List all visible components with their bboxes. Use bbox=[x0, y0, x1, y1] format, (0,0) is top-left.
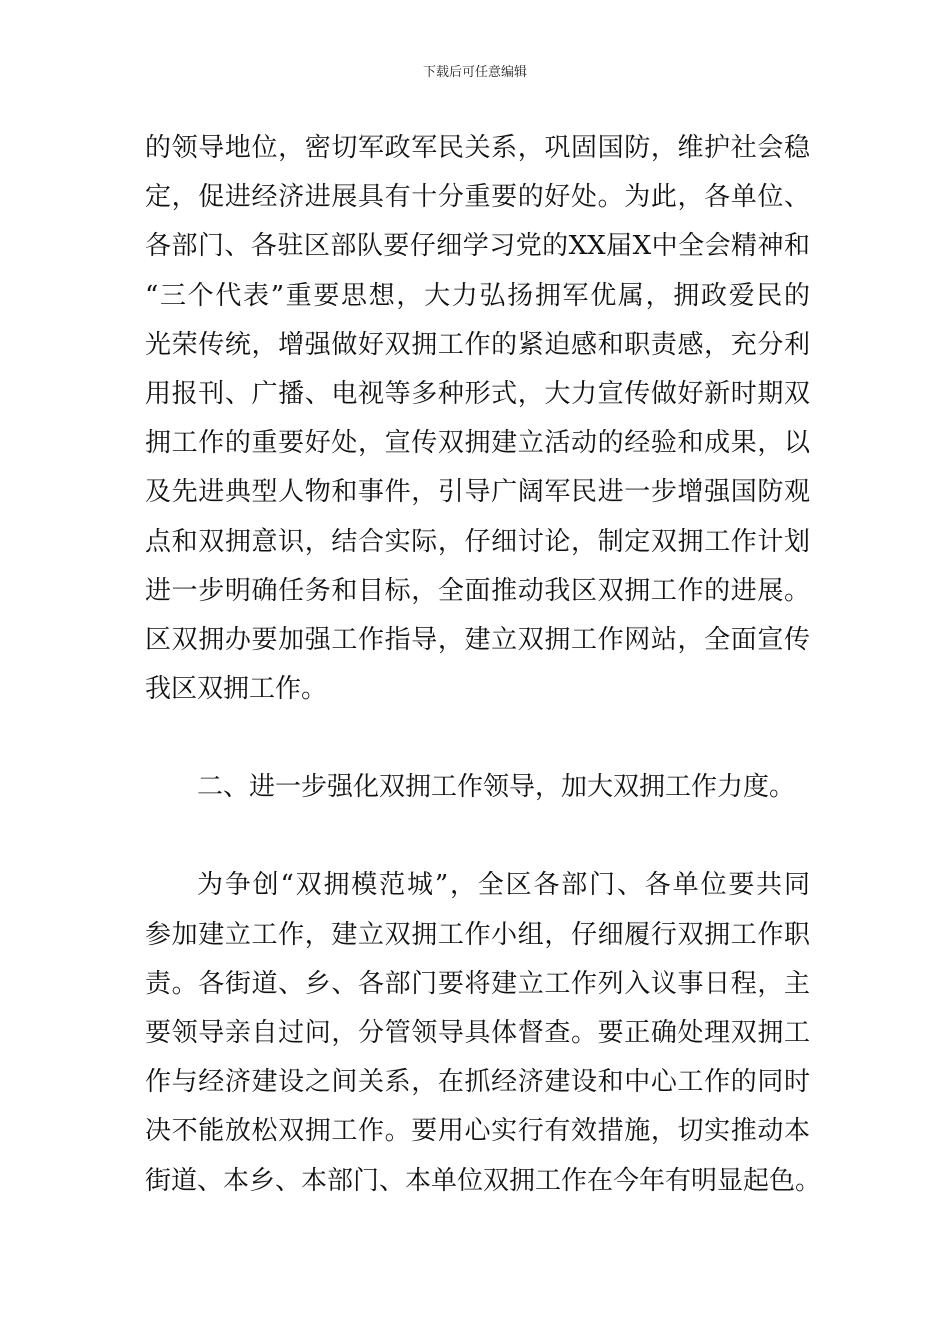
paragraph-1 bbox=[145, 124, 810, 714]
text-line: 参加建立工作，建立双拥工作小组，仔细履行双拥工作职 bbox=[145, 919, 810, 950]
paragraph-2 bbox=[145, 861, 822, 1205]
text-line: 为争创“双拥模范城”，全区各部门、各单位要共同 bbox=[197, 870, 810, 901]
text-line: 光荣传统，增强做好双拥工作的紧迫感和职责感，充分利 bbox=[145, 329, 810, 360]
text-line: 拥工作的重要好处，宣传双拥建立活动的经验和成果，以 bbox=[145, 428, 810, 459]
text-line: 定，促进经济进展具有十分重要的好处。为此，各单位、 bbox=[145, 182, 810, 213]
text-line: 要领导亲自过问，分管领导具体督查。要正确处理双拥工 bbox=[145, 1018, 810, 1048]
text-line: 的领导地位，密切军政军民关系，巩固国防，维护社会稳 bbox=[145, 133, 810, 163]
section-heading: 二、进一步强化双拥工作领导，加大双拥工作力度。 bbox=[197, 772, 796, 803]
text-line: 作与经济建设之间关系，在抓经济建设和中心工作的同时 bbox=[145, 1067, 810, 1098]
text-line: 决不能放松双拥工作。要用心实行有效措施，切实推动本 bbox=[145, 1116, 810, 1147]
text-line: 及先进典型人物和事件，引导广阔军民进一步增强国防观 bbox=[145, 477, 810, 508]
text-line: 进一步明确任务和目标，全面推动我区双拥工作的进展。 bbox=[145, 575, 810, 606]
text-line: 责。各街道、乡、各部门要将建立工作列入议事日程，主 bbox=[145, 968, 810, 999]
text-line: 我区双拥工作。 bbox=[145, 674, 328, 705]
page-header: 下载后可任意编辑 bbox=[422, 65, 527, 80]
blank-line bbox=[145, 714, 810, 763]
text-line: “三个代表”重要思想，大力弘扬拥军优属，拥政爱民的 bbox=[145, 280, 810, 311]
text-line: 街道、本乡、本部门、本单位双拥工作在今年有明显起色。 bbox=[145, 1165, 822, 1196]
text-line: 各部门、各驻区部队要仔细学习党的XX届X中全会精神和 bbox=[145, 231, 810, 262]
text-line: 点和双拥意识，结合实际，仔细讨论，制定双拥工作计划 bbox=[145, 526, 810, 557]
blank-line bbox=[145, 812, 810, 861]
text-line: 用报刊、广播、电视等多种形式，大力宣传做好新时期双 bbox=[145, 378, 810, 409]
text-line: 区双拥办要加强工作指导，建立双拥工作网站，全面宣传 bbox=[145, 624, 810, 655]
document-body bbox=[145, 124, 822, 1206]
